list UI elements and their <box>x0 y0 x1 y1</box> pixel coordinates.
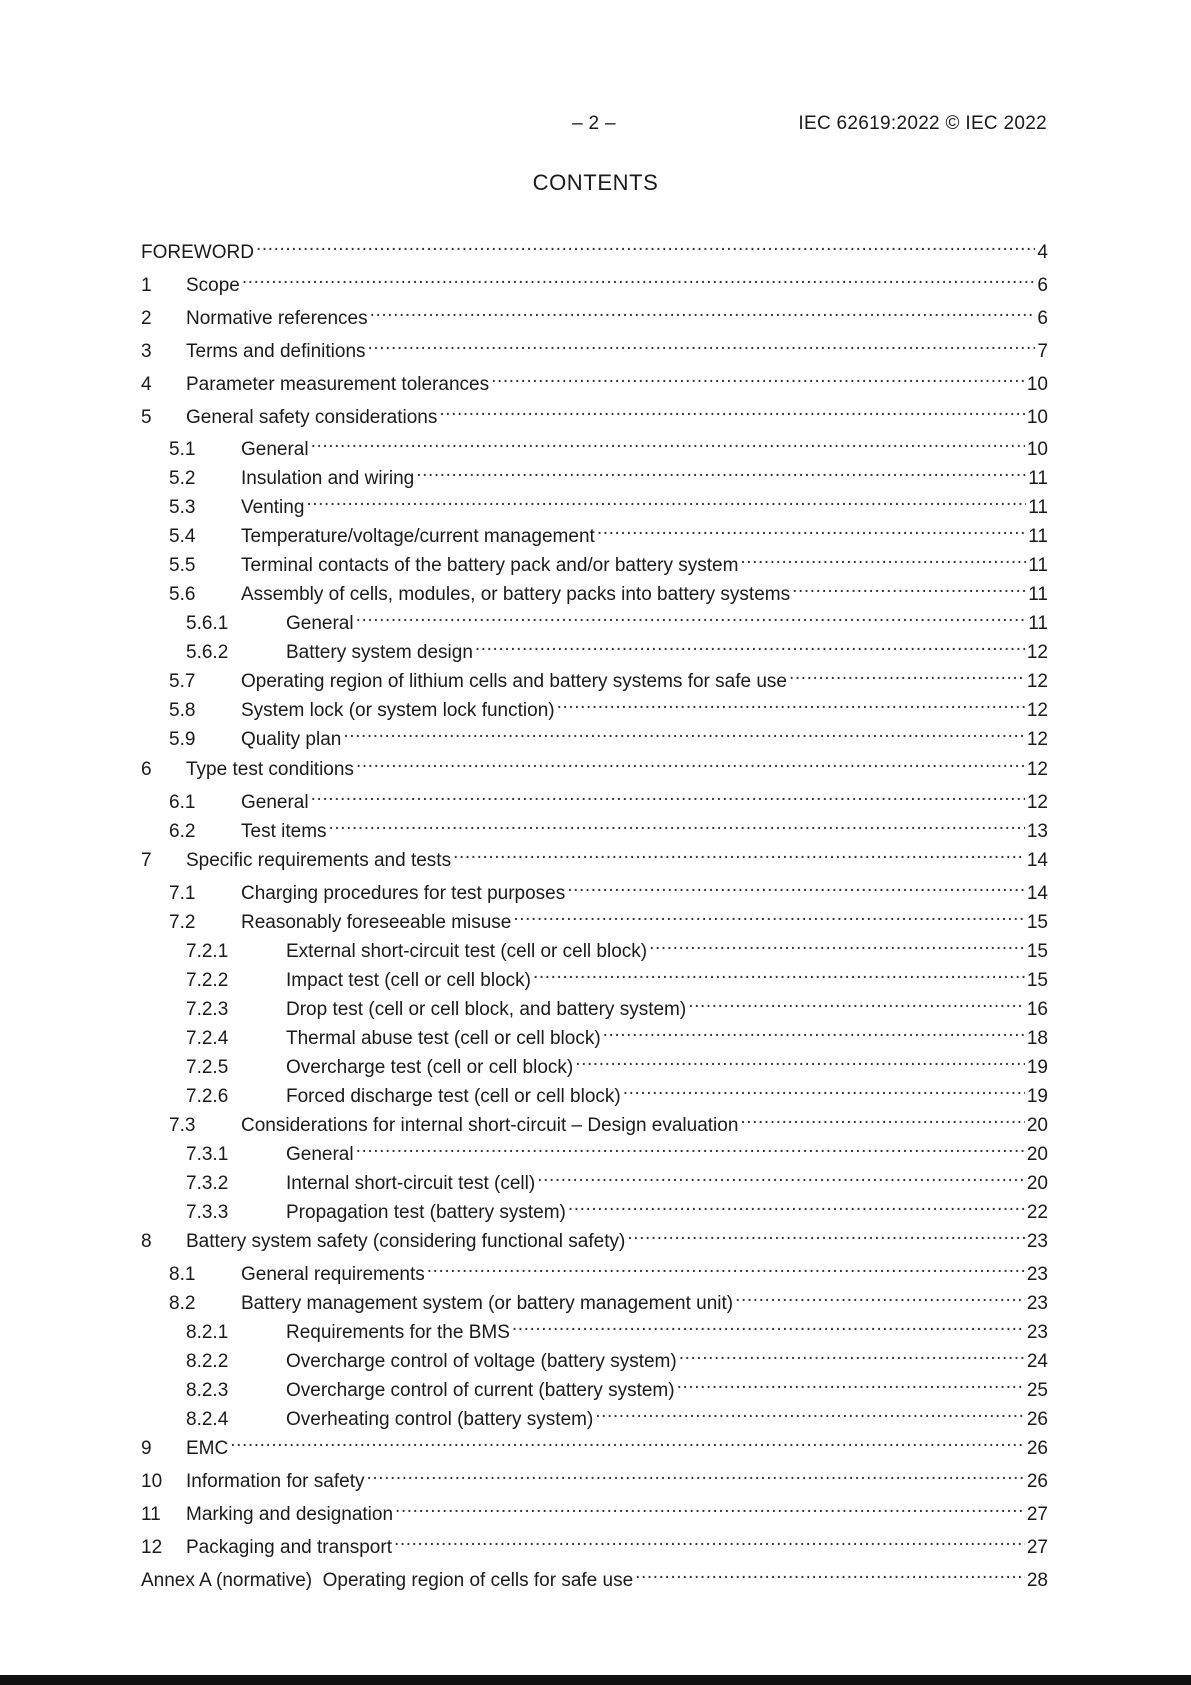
toc-entry-number: 5.2 <box>169 468 196 489</box>
toc-entry-title: Operating region of lithium cells and battery systems for safe use <box>241 671 787 692</box>
toc-entry-page: 11 <box>1028 526 1048 547</box>
toc-entry-title: Quality plan <box>241 729 342 750</box>
toc-entry[interactable] <box>141 1399 1048 1430</box>
toc-entry-number: 7.2.4 <box>186 1028 229 1049</box>
toc-entry-page: 12 <box>1026 642 1048 663</box>
toc-entry-title: Internal short-circuit test (cell) <box>286 1173 536 1194</box>
toc-entry-number: 7.2.2 <box>186 970 229 991</box>
toc-entry-number: 5.6.1 <box>186 613 229 634</box>
toc-dot-leader <box>575 1047 1025 1073</box>
toc-dot-leader <box>366 1461 1024 1487</box>
toc-dot-leader <box>439 397 1024 423</box>
toc-entry-page: 15 <box>1026 912 1048 933</box>
toc-entry-number: 5.7 <box>169 671 196 692</box>
toc-dot-leader <box>537 1163 1025 1189</box>
toc-dot-leader <box>395 1494 1025 1520</box>
toc-entry-page: 11 <box>1028 555 1048 576</box>
toc-entry-page: 20 <box>1026 1173 1048 1194</box>
toc-entry-number: 2 <box>141 308 152 329</box>
toc-entry-number: 9 <box>141 1438 152 1459</box>
toc-entry-number: 8.1 <box>169 1264 196 1285</box>
toc-dot-leader <box>740 1105 1024 1131</box>
toc-entry-title: General <box>241 792 309 813</box>
toc-entry-number: 8 <box>141 1231 152 1252</box>
toc-entry-title: Thermal abuse test (cell or cell block) <box>286 1028 601 1049</box>
toc-dot-leader <box>740 545 1026 571</box>
toc-entry-title: Propagation test (battery system) <box>286 1202 566 1223</box>
toc-entry[interactable] <box>141 487 1048 518</box>
toc-entry[interactable] <box>141 1283 1048 1314</box>
toc-entry[interactable] <box>141 1192 1048 1223</box>
toc-entry[interactable] <box>141 516 1048 547</box>
toc-entry-page: 15 <box>1026 941 1048 962</box>
toc-dot-leader <box>416 458 1026 484</box>
toc-entry-title: Overheating control (battery system) <box>286 1409 594 1430</box>
toc-entry[interactable] <box>141 661 1048 692</box>
toc-dot-leader <box>356 749 1025 775</box>
toc-entry[interactable] <box>141 1076 1048 1107</box>
toc-dot-leader <box>688 989 1025 1015</box>
toc-entry-title: Information for safety <box>186 1471 365 1492</box>
toc-entry[interactable] <box>141 603 1048 634</box>
toc-entry[interactable] <box>141 1461 1048 1492</box>
toc-entry-number: 8.2.4 <box>186 1409 229 1430</box>
toc-dot-leader <box>230 1428 1025 1454</box>
toc-dot-leader <box>567 873 1025 899</box>
toc-entry[interactable] <box>141 960 1048 991</box>
toc-entry[interactable] <box>141 1312 1048 1343</box>
toc-dot-leader <box>623 1076 1025 1102</box>
toc-entry-number: 4 <box>141 374 152 395</box>
page-number: – 2 – <box>572 113 616 134</box>
toc-entry[interactable] <box>141 1134 1048 1165</box>
toc-dot-leader <box>242 265 1036 291</box>
toc-entry[interactable] <box>141 811 1048 842</box>
toc-entry-title: Forced discharge test (cell or cell block) <box>286 1086 621 1107</box>
toc-entry-number: 10 <box>141 1471 163 1492</box>
toc-entry-title: General safety considerations <box>186 407 438 428</box>
toc-entry-number: 7.2.6 <box>186 1086 229 1107</box>
toc-dot-leader <box>368 331 1036 357</box>
toc-entry[interactable] <box>141 397 1048 428</box>
toc-entry-number: 7.2.3 <box>186 999 229 1020</box>
toc-entry-page: 14 <box>1026 850 1048 871</box>
toc-entry-page: 12 <box>1026 671 1048 692</box>
toc-entry[interactable] <box>141 1527 1048 1558</box>
toc-dot-leader <box>679 1341 1025 1367</box>
toc-entry[interactable] <box>141 364 1048 395</box>
toc-entry-title: Annex A (normative) Operating region of cells for safe use <box>141 1570 634 1591</box>
toc-entry[interactable] <box>141 429 1048 460</box>
toc-entry-title: Type test conditions <box>186 759 354 780</box>
document-reference: IEC 62619:2022 © IEC 2022 <box>798 113 1047 134</box>
toc-entry[interactable] <box>141 1221 1048 1252</box>
toc-entry[interactable] <box>141 1494 1048 1525</box>
toc-entry[interactable] <box>141 1428 1048 1459</box>
toc-dot-leader <box>792 574 1026 600</box>
toc-entry-title: Battery system safety (considering functional safety) <box>186 1231 626 1252</box>
toc-dot-leader <box>595 1399 1025 1425</box>
toc-entry-page: 27 <box>1026 1537 1048 1558</box>
toc-entry-number: 8.2.3 <box>186 1380 229 1401</box>
contents-heading: CONTENTS <box>532 170 659 195</box>
toc-dot-leader <box>512 1312 1025 1338</box>
toc-entry-title: Battery management system (or battery management unit) <box>241 1293 734 1314</box>
toc-entry[interactable] <box>141 690 1048 721</box>
toc-entry-page: 23 <box>1026 1264 1048 1285</box>
toc-dot-leader <box>356 1134 1025 1160</box>
toc-entry-page: 12 <box>1026 792 1048 813</box>
toc-dot-leader <box>533 960 1025 986</box>
toc-entry-number: 11 <box>141 1504 161 1525</box>
toc-dot-leader <box>789 661 1025 687</box>
toc-entry-title: Charging procedures for test purposes <box>241 883 566 904</box>
toc-entry-title: Terminal contacts of the battery pack and/or battery system <box>241 555 739 576</box>
toc-entry-title: EMC <box>186 1438 229 1459</box>
toc-entry-page: 20 <box>1026 1144 1048 1165</box>
toc-entry-page: 6 <box>1037 275 1048 296</box>
toc-dot-leader <box>356 603 1027 629</box>
toc-entry-page: 23 <box>1026 1293 1048 1314</box>
toc-entry-title: General requirements <box>241 1264 425 1285</box>
toc-dot-leader <box>311 782 1025 808</box>
toc-dot-leader <box>256 232 1035 258</box>
toc-entry-title: Parameter measurement tolerances <box>186 374 490 395</box>
toc-entry-page: 7 <box>1037 341 1048 362</box>
toc-entry-page: 11 <box>1028 613 1048 634</box>
toc-dot-leader <box>677 1370 1025 1396</box>
toc-entry-number: 8.2.1 <box>186 1322 229 1343</box>
toc-entry-title: Insulation and wiring <box>241 468 415 489</box>
toc-entry[interactable] <box>141 632 1048 663</box>
toc-entry-number: 1 <box>141 275 152 296</box>
toc-entry-title: Impact test (cell or cell block) <box>286 970 531 991</box>
toc-entry-page: 23 <box>1026 1322 1048 1343</box>
toc-entry[interactable] <box>141 1047 1048 1078</box>
toc-entry[interactable] <box>141 1254 1048 1285</box>
toc-entry-title: Drop test (cell or cell block, and battery system) <box>286 999 687 1020</box>
toc-entry-page: 11 <box>1028 468 1048 489</box>
toc-entry-page: 13 <box>1026 821 1048 842</box>
toc-entry-number: 8.2 <box>169 1293 196 1314</box>
toc-entry-title: Overcharge test (cell or cell block) <box>286 1057 574 1078</box>
toc-entry-number: 6 <box>141 759 152 780</box>
toc-entry-title: System lock (or system lock function) <box>241 700 555 721</box>
toc-entry-title: Assembly of cells, modules, or battery packs into battery systems <box>241 584 791 605</box>
toc-entry-title: FOREWORD <box>141 242 254 263</box>
toc-dot-leader <box>635 1560 1025 1586</box>
toc-entry-number: 7.2.1 <box>186 941 229 962</box>
toc-dot-leader <box>568 1192 1025 1218</box>
toc-dot-leader <box>306 487 1026 513</box>
toc-entry-page: 25 <box>1026 1380 1048 1401</box>
toc-entry-page: 10 <box>1026 439 1048 460</box>
toc-entry-number: 7.3.2 <box>186 1173 229 1194</box>
toc-entry-number: 7 <box>141 850 152 871</box>
toc-dot-leader <box>627 1221 1025 1247</box>
toc-entry-number: 5.3 <box>169 497 196 518</box>
toc-entry-number: 5.6.2 <box>186 642 229 663</box>
toc-entry[interactable] <box>141 1341 1048 1372</box>
toc-entry-page: 23 <box>1026 1231 1048 1252</box>
toc-entry-title: Overcharge control of current (battery system) <box>286 1380 675 1401</box>
toc-entry[interactable] <box>141 989 1048 1020</box>
toc-entry[interactable] <box>141 545 1048 576</box>
toc-entry[interactable] <box>141 719 1048 750</box>
toc-dot-leader <box>453 840 1025 866</box>
toc-entry[interactable] <box>141 931 1048 962</box>
toc-entry-page: 14 <box>1026 883 1048 904</box>
toc-entry-page: 20 <box>1026 1115 1048 1136</box>
toc-entry[interactable] <box>141 782 1048 813</box>
toc-entry-title: Venting <box>241 497 305 518</box>
toc-entry-number: 12 <box>141 1537 163 1558</box>
toc-dot-leader <box>557 690 1025 716</box>
toc-entry-page: 18 <box>1026 1028 1048 1049</box>
toc-dot-leader <box>370 298 1036 324</box>
toc-entry-page: 26 <box>1026 1471 1048 1492</box>
toc-dot-leader <box>311 429 1025 455</box>
toc-entry-title: Test items <box>241 821 327 842</box>
toc-entry[interactable] <box>141 840 1048 871</box>
toc-entry-page: 26 <box>1026 1438 1048 1459</box>
toc-dot-leader <box>427 1254 1025 1280</box>
toc-entry[interactable] <box>141 574 1048 605</box>
toc-entry-page: 26 <box>1026 1409 1048 1430</box>
toc-entry-page: 11 <box>1028 584 1048 605</box>
toc-entry-title: General <box>286 1144 354 1165</box>
toc-entry-page: 28 <box>1026 1570 1048 1591</box>
toc-entry-number: 5.9 <box>169 729 196 750</box>
toc-entry[interactable] <box>141 331 1048 362</box>
toc-entry-page: 6 <box>1037 308 1048 329</box>
toc-entry-page: 10 <box>1026 407 1048 428</box>
toc-entry[interactable] <box>141 1370 1048 1401</box>
toc-entry-title: External short-circuit test (cell or cell block) <box>286 941 648 962</box>
toc-entry-title: Considerations for internal short-circuit – Design evaluation <box>241 1115 739 1136</box>
toc-entry[interactable] <box>141 873 1048 904</box>
toc-entry-number: 5.5 <box>169 555 196 576</box>
toc-dot-leader <box>603 1018 1025 1044</box>
toc-entry-title: Battery system design <box>286 642 473 663</box>
toc-entry-title: Packaging and transport <box>186 1537 392 1558</box>
toc-dot-leader <box>597 516 1026 542</box>
toc-entry[interactable] <box>141 265 1048 296</box>
toc-entry-number: 8.2.2 <box>186 1351 229 1372</box>
toc-entry[interactable] <box>141 1163 1048 1194</box>
toc-entry-title: Terms and definitions <box>186 341 366 362</box>
toc-entry-page: 4 <box>1037 242 1048 263</box>
toc-entry[interactable] <box>141 1105 1048 1136</box>
toc-entry-page: 22 <box>1026 1202 1048 1223</box>
toc-entry[interactable] <box>141 232 1048 263</box>
toc-dot-leader <box>329 811 1025 837</box>
toc-entry[interactable] <box>141 1018 1048 1049</box>
toc-dot-leader <box>475 632 1025 658</box>
toc-entry-number: 7.2 <box>169 912 196 933</box>
toc-entry-page: 16 <box>1026 999 1048 1020</box>
toc-entry-title: Normative references <box>186 308 368 329</box>
toc-entry-number: 7.3 <box>169 1115 196 1136</box>
toc-entry[interactable] <box>141 749 1048 780</box>
toc-entry-title: Overcharge control of voltage (battery system) <box>286 1351 677 1372</box>
toc-entry-number: 3 <box>141 341 152 362</box>
toc-entry-title: Marking and designation <box>186 1504 394 1525</box>
toc-entry-number: 5.6 <box>169 584 196 605</box>
toc-entry-page: 10 <box>1026 374 1048 395</box>
toc-entry-page: 27 <box>1026 1504 1048 1525</box>
toc-entry-number: 5.8 <box>169 700 196 721</box>
page-bottom-border <box>0 1675 1191 1685</box>
toc-entry-number: 6.2 <box>169 821 196 842</box>
toc-entry-number: 5.4 <box>169 526 196 547</box>
toc-dot-leader <box>513 902 1024 928</box>
toc-entry-title: General <box>241 439 309 460</box>
toc-entry-page: 19 <box>1026 1086 1048 1107</box>
toc-entry-number: 5 <box>141 407 152 428</box>
toc-entry[interactable] <box>141 298 1048 329</box>
toc-entry-number: 7.3.1 <box>186 1144 229 1165</box>
toc-entry-page: 24 <box>1026 1351 1048 1372</box>
toc-dot-leader <box>735 1283 1025 1309</box>
toc-entry-number: 7.1 <box>169 883 196 904</box>
toc-entry-title: Reasonably foreseeable misuse <box>241 912 512 933</box>
toc-entry-page: 15 <box>1026 970 1048 991</box>
toc-entry-title: Temperature/voltage/current management <box>241 526 595 547</box>
toc-entry-title: Scope <box>186 275 240 296</box>
toc-entry[interactable] <box>141 458 1048 489</box>
toc-entry-page: 12 <box>1026 700 1048 721</box>
toc-entry-number: 6.1 <box>169 792 196 813</box>
toc-entry-title: General <box>286 613 354 634</box>
toc-entry-number: 5.1 <box>169 439 196 460</box>
toc-entry[interactable] <box>141 1560 1048 1591</box>
toc-entry-page: 19 <box>1026 1057 1048 1078</box>
toc-dot-leader <box>343 719 1025 745</box>
toc-entry[interactable] <box>141 902 1048 933</box>
toc-entry-page: 12 <box>1026 759 1048 780</box>
toc-entry-number: 7.3.3 <box>186 1202 229 1223</box>
toc-entry-page: 12 <box>1026 729 1048 750</box>
toc-dot-leader <box>649 931 1025 957</box>
toc-entry-number: 7.2.5 <box>186 1057 229 1078</box>
toc-entry-page: 11 <box>1028 497 1048 518</box>
toc-dot-leader <box>394 1527 1025 1553</box>
toc-dot-leader <box>491 364 1025 390</box>
toc-entry-title: Requirements for the BMS <box>286 1322 510 1343</box>
toc-entry-title: Specific requirements and tests <box>186 850 452 871</box>
